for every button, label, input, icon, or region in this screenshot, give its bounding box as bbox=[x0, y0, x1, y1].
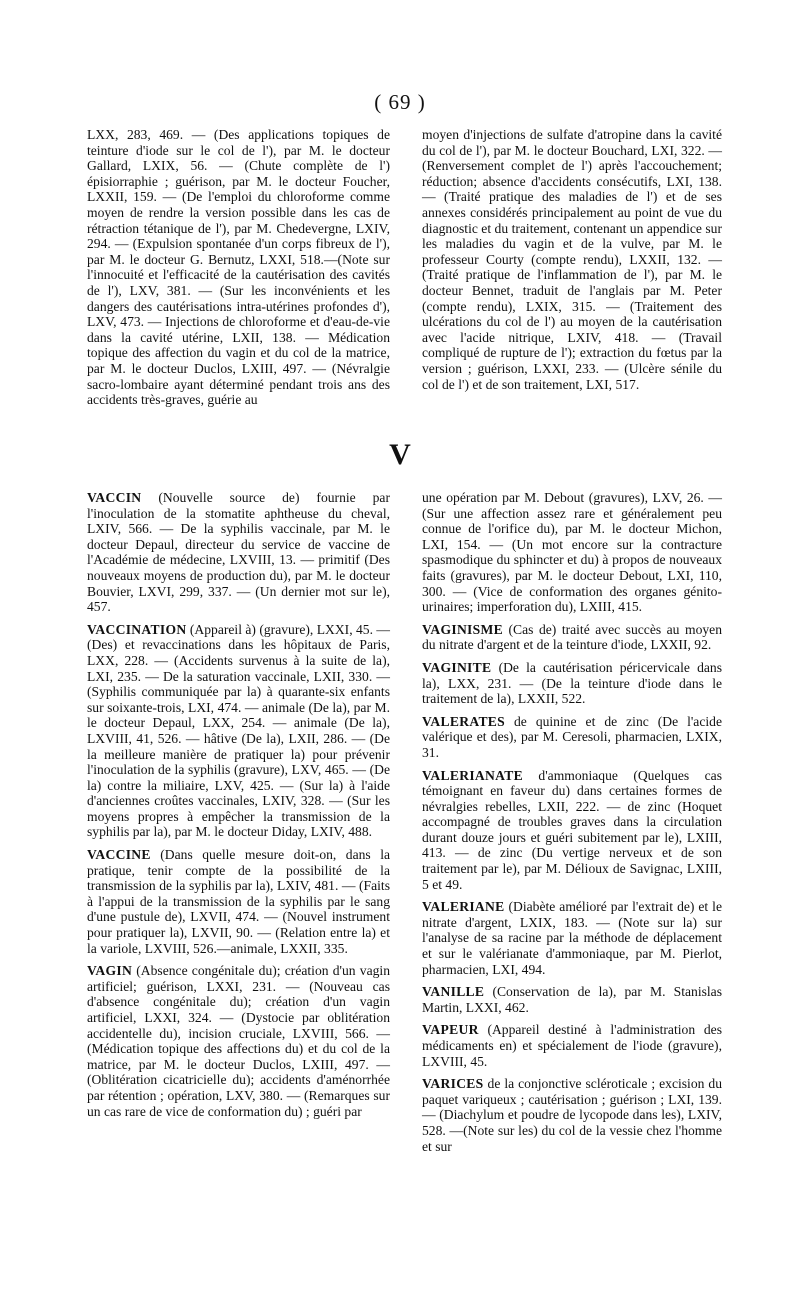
entry-text: (Nouvelle source de) fournie par l'inoculation de la stomatite aphtheuse du cheval, LXIV, 566. — De la syphilis vaccinale, par M. le docteur Depaul, directeur du service de vaccine de l'Académie de médecine, LXVIII, 13. — primitif (Des nouveaux moyens de production du), par M. le docteur Bouvier, LXVI, 299, 337. — (Un dernier mot sur le), 457. bbox=[87, 490, 390, 615]
index-entry bbox=[422, 899, 722, 977]
column-top-right bbox=[422, 127, 722, 398]
entry-headword: VAGINISME bbox=[422, 621, 504, 637]
entry-text: (Absence congénitale du); création d'un vagin artificiel; guérison, LXXI, 231. — (Nouveau cas d'absence congénitale du); création d'un vagin artificiel, LXXI, 324. — (Dystocie par oblitération accidentelle du), incision cruciale, LXVIII, 566. — (Médication topique des affections du) et du col de la matrice, par M. le docteur Duclos, LXIII, 497. — (Oblitération cicatricielle du); accidents d'aménorrhée par rétention ; opération, LXV, 380. — (Remarques sur un cas rare de vice de conformation du) ; guéri par bbox=[87, 963, 390, 1119]
index-entry bbox=[422, 714, 722, 761]
paragraph-continued-right: moyen d'injections de sulfate d'atropine dans la cavité du col de l'), par M. le docteur Bouchard, LXI, 322. — (Renversement complet de l') après l'accouchement; réduction; absence d'accidents consécutifs, LXI, 138. — (Traité pratique des maladies de l') et de ses annexes considérés principalement au point de vue du diagnostic et du traitement, contenant un appendice sur les maladies du vagin et de la vulve, par M. le professeur Courty (compte rendu), LXXII, 132. — (Traité pratique de l'inflammation de l'), par M. le docteur Bennet, traduit de l'anglais par M. Peter (compte rendu), LXIX, 315. — (Traitement des ulcérations du col de l') au moyen de la cautérisation avec l'acide nitrique, LXIV, 418. — (Travail compliqué de rupture de l'); extraction du fœtus par la version ; guérison, LXXI, 233. — (Ulcère sénile du col de l') et de son traitement, LXI, 517. bbox=[422, 127, 722, 392]
column-bottom-left bbox=[87, 490, 390, 1126]
index-entry bbox=[422, 984, 722, 1015]
entry-text: (Diabète amélioré par l'extrait de) et le nitrate d'argent, LXIX, 183. — (Note sur la) sur l'analyse de sa racine par la méthode de déplacement et sur le valérianate d'ammoniaque, par M. Pierlot, pharmacien, LXI, 494. bbox=[422, 899, 722, 977]
entry-headword: VAGIN bbox=[87, 963, 133, 979]
entry-headword: VARICES bbox=[422, 1076, 484, 1092]
section-letter: V bbox=[389, 438, 411, 471]
column-bottom-right bbox=[422, 490, 722, 1161]
entry-headword: VACCINE bbox=[87, 847, 151, 863]
entry-headword: VALERATES bbox=[422, 713, 506, 729]
entry-headword: VALERIANE bbox=[422, 899, 505, 915]
index-entry bbox=[87, 963, 390, 1119]
index-entry bbox=[87, 622, 390, 840]
entry-text: (Cas de) traité avec succès au moyen du nitrate d'argent et de la teinture d'iode, LXXII, 92. bbox=[422, 621, 722, 653]
entry-text: (Dans quelle mesure doit-on, dans la pratique, tenir compte de la possibilité de la transmission de la syphilis par la), LXIV, 481. — (Faits à l'appui de la transmission de la syphilis par le sang d'une pustule de), LXVII, 474. — (Nouvel instrument pour pratiquer la), LXVII, 90. — (Relation entre la) et la variole, LXVIII, 526.—animale, LXXII, 335. bbox=[87, 847, 390, 956]
index-entry bbox=[422, 622, 722, 653]
entry-headword: VANILLE bbox=[422, 984, 485, 1000]
index-entry bbox=[422, 768, 722, 893]
entry-text: de la conjonctive scléroticale ; excision du paquet variqueux ; cautérisation ; guérison ; LXI, 139. — (Diachylum et poudre de lycopode dans les), LXIV, 528. —(Note sur les) du col de la vessie chez l'homme et sur bbox=[422, 1076, 722, 1154]
index-entry bbox=[422, 1076, 722, 1154]
entry-headword: VALERIANATE bbox=[422, 767, 523, 783]
entry-headword: VAGINITE bbox=[422, 659, 492, 675]
entry-text: (De la cautérisation péricervicale dans la), LXX, 231. — (De la teinture d'iode dans le traitement de la), LXXII, 522. bbox=[422, 659, 722, 707]
index-entry bbox=[87, 490, 390, 615]
entry-text: une opération par M. Debout (gravures), LXV, 26. — (Sur une affection assez rare et généralement peu connue de l'orifice du), par M. le docteur Michon, LXI, 154. — (Un mot encore sur la contracture spasmodique du sphincter et du) à propos de nouveaux faits (gravures), par M. le docteur Debout, LXI, 110, 300. — (Vice de conformation des organes génito-urinaires; imperforation du), LXIII, 415. bbox=[422, 490, 722, 615]
entry-text: (Appareil destiné à l'administration des médicaments en) et spécialement de l'iode (gravure), LXVIII, 45. bbox=[422, 1022, 722, 1069]
entry-text: de quinine et de zinc (De l'acide valérique et des), par M. Ceresoli, pharmacien, LXIX, 31. bbox=[422, 713, 722, 760]
index-entry bbox=[422, 660, 722, 707]
entry-text: (Conservation de la), par M. Stanislas Martin, LXXI, 462. bbox=[422, 984, 722, 1015]
index-entry bbox=[87, 847, 390, 956]
entry-headword: VACCINATION bbox=[87, 621, 187, 637]
index-entry bbox=[422, 490, 722, 615]
entry-headword: VACCIN bbox=[87, 490, 142, 505]
paragraph-continued-left: LXX, 283, 469. — (Des applications topiques de teinture d'iode sur le col de l'), par M. le docteur Gallard, LXIX, 56. — (Chute complète de l') épisiorraphie ; guérison, par M. le docteur Foucher, LXXII, 159. — (De l'emploi du chloroforme comme moyen de rendre la version possible dans les cas de rétraction tétanique de l'), par M. Chedevergne, LXIV, 294. — (Expulsion spontanée d'un corps fibreux de l'), par M. le docteur G. Bernutz, LXXI, 518.—(Note sur l'innocuité et l'efficacité de la cautérisation des cavités de l'), LXV, 381. — (Sur les inconvénients et les dangers des cautérisations intra-utérines profondes d'), LXV, 473. — Injections de chloroforme et d'eau-de-vie dans la cavité utérine, LXII, 138. — Médication topique des affection du vagin et du col de la matrice, par M. le docteur Duclos, LXIII, 497. — (Névralgie sacro-lombaire ayant déterminé pendant trois ans des accidents très-graves, guérie au bbox=[87, 127, 390, 408]
entry-headword: VAPEUR bbox=[422, 1022, 479, 1038]
index-entry bbox=[422, 1022, 722, 1069]
page-number: ( 69 ) bbox=[374, 90, 426, 114]
entry-text: d'ammoniaque (Quelques cas témoignant en faveur du) dans certaines formes de névralgies rebelles, LXII, 222. — de zinc (Hoquet accompagné de troubles graves dans la circulation durant douze jours et guéri subitement par le), LXIII, 413. — de zinc (Du vertige nerveux et de son traitement par le), par M. Délioux de Savignac, LXIII, 5 et 49. bbox=[422, 767, 722, 892]
entry-text: (Appareil à) (gravure), LXXI, 45. — (Des) et revaccinations dans les hôpitaux de Paris, LXX, 228. — (Accidents survenus à la suite de la), LXI, 235. — De la saturation vaccinale, LXII, 330. — (Syphilis communiquée par la) à quarante-six enfants sur soixante-trois, LXI, 474. — animale (De la), par M. le docteur Depaul, LXX, 254. — animale (De la), LXVIII, 41, 526. — hâtive (De la), LXII, 286. — (De la meilleure manière de pratiquer la) pour prévenir l'inoculation de la syphilis (gravure), LXV, 465. — (De la) contre la miliaire, LXV, 425. — (Sur la) à l'aide d'anciennes croûtes vaccinales, LXIV, 328. — (Sur les moyens propres à empêcher la transmission de la syphilis par la), par M. le docteur Diday, LXIV, 488. bbox=[87, 621, 390, 840]
column-top-left bbox=[87, 127, 390, 414]
